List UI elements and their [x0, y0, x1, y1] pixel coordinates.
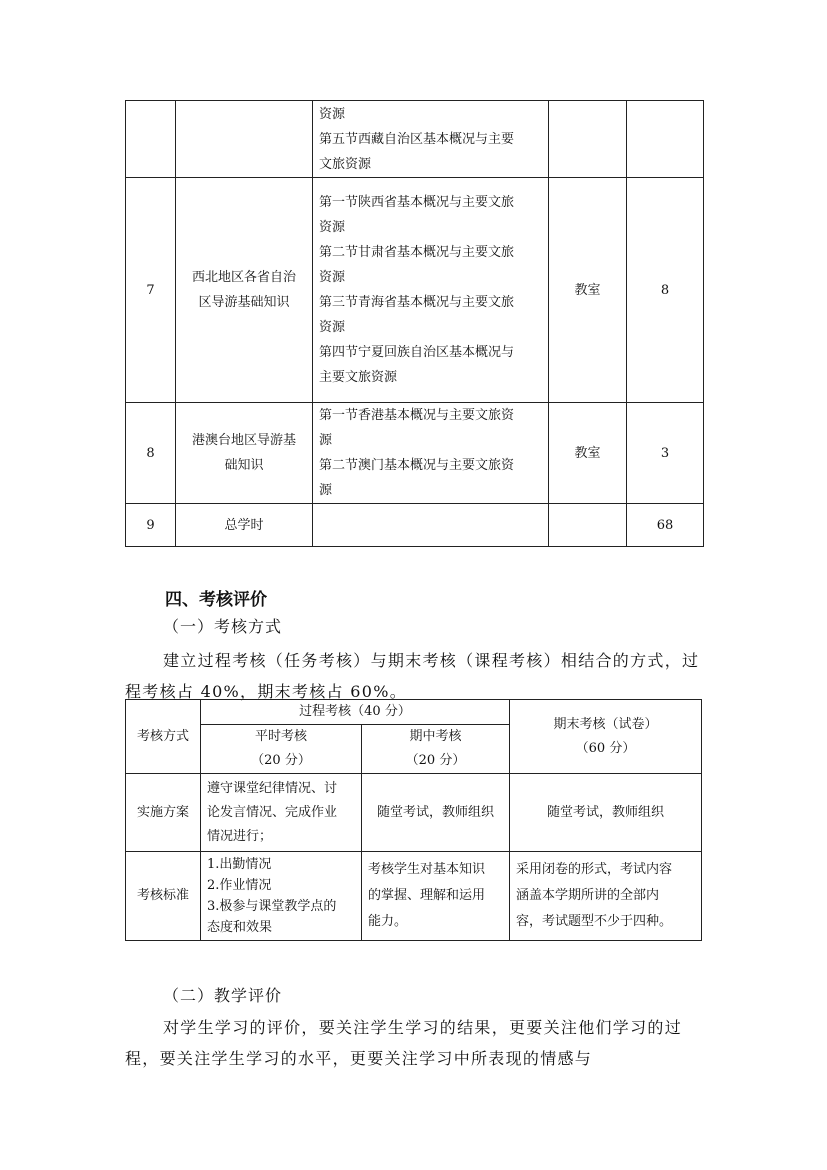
table-row — [126, 101, 704, 178]
row-label: 考核标准 — [126, 852, 201, 941]
table-row — [126, 178, 704, 403]
evaluation-paragraph: 对学生学习的评价，要关注学生学习的结果，更要关注他们学习的过程，要关注学生学习的水平，更要关注学习中所表现的情感与 — [125, 1018, 683, 1068]
cell-line: 遵守课堂纪律情况、讨 — [207, 780, 338, 796]
place-cell — [549, 504, 627, 547]
content-line: 第二节甘肃省基本概况与主要文旅 — [319, 245, 515, 260]
cell-line: 能力。 — [368, 914, 408, 929]
table-header-row — [126, 700, 702, 725]
cell-line: 采用闭卷的形式，考试内容 — [516, 862, 673, 877]
cell-line: 态度和效果 — [207, 920, 273, 935]
content-line: 资源 — [319, 220, 346, 235]
row-number-cell — [126, 101, 176, 178]
cell-line: 涵盖本学期所讲的全部内 — [516, 888, 660, 903]
table-row — [126, 504, 704, 547]
cell-line: 的掌握、理解和运用 — [368, 888, 486, 903]
content-line: 第四节宁夏回族自治区基本概况与 — [319, 345, 515, 360]
content-line: 源 — [319, 483, 333, 498]
cell-line: 考核学生对基本知识 — [368, 862, 486, 877]
course-schedule-table — [125, 100, 704, 547]
final-cell — [510, 852, 702, 941]
module-title-cell — [176, 403, 313, 504]
row-number-cell: 7 — [126, 178, 176, 403]
total-hours-value: 68 — [627, 504, 704, 547]
method-header: 考核方式 — [126, 700, 201, 774]
hours-cell: 8 — [627, 178, 704, 403]
row-label: 实施方案 — [126, 774, 201, 852]
cell-line: 1.出勤情况 — [207, 857, 272, 872]
content-line: 第一节陕西省基本概况与主要文旅 — [319, 195, 515, 210]
module-title-line: 西北地区各省自治 — [191, 270, 296, 285]
module-title-line: 港澳台地区导游基 — [191, 433, 296, 448]
module-title-cell — [176, 101, 313, 178]
place-cell: 教室 — [549, 403, 627, 504]
cell-line: 3.极参与课堂教学点的 — [207, 899, 337, 914]
cell-line: 论发言情况、完成作业 — [207, 804, 338, 820]
midterm-cell — [362, 852, 510, 941]
usual-cell — [201, 774, 362, 852]
usual-header — [201, 725, 362, 774]
cell-line: 2.作业情况 — [207, 878, 272, 893]
content-line: 资源 — [319, 270, 346, 285]
usual-cell — [201, 852, 362, 941]
place-cell: 教室 — [549, 178, 627, 403]
subsection-heading: （一）考核方式 — [163, 617, 283, 636]
table-row — [126, 774, 702, 852]
module-title-line: 础知识 — [224, 458, 264, 473]
hours-cell: 3 — [627, 403, 704, 504]
content-line: 文旅资源 — [319, 156, 372, 172]
row-number-cell: 9 — [126, 504, 176, 547]
module-title-cell — [176, 178, 313, 403]
content-line: 第一节香港基本概况与主要文旅资 — [319, 408, 515, 423]
assessment-table — [125, 699, 702, 941]
content-line: 源 — [319, 433, 333, 448]
content-cell — [313, 178, 549, 403]
total-hours-label: 总学时 — [176, 504, 313, 547]
content-line: 资源 — [319, 106, 346, 122]
content-line: 第二节澳门基本概况与主要文旅资 — [319, 458, 515, 473]
final-header-line: 期末考核（试卷） — [553, 716, 658, 732]
content-line: 第五节西藏自治区基本概况与主要 — [319, 131, 515, 147]
content-line: 第三节青海省基本概况与主要文旅 — [319, 295, 515, 310]
content-cell — [313, 504, 549, 547]
final-header-line: （60 分） — [575, 740, 636, 756]
subsection-heading: （二）教学评价 — [163, 986, 283, 1005]
usual-header-line: 平时考核 — [254, 729, 307, 744]
hours-cell — [627, 101, 704, 178]
final-header — [510, 700, 702, 774]
table-row — [126, 403, 704, 504]
place-cell — [549, 101, 627, 178]
module-title-line: 区导游基础知识 — [198, 295, 290, 310]
midterm-header — [362, 725, 510, 774]
assessment-paragraph: 建立过程考核（任务考核）与期末考核（课程考核）相结合的方式，过程考核占 40%，期末考核占 60%。 — [125, 651, 700, 701]
midterm-cell: 随堂考试，教师组织 — [362, 774, 510, 852]
final-cell: 随堂考试，教师组织 — [510, 774, 702, 852]
table-row — [126, 852, 702, 941]
content-cell — [313, 101, 549, 178]
section-heading: 四、考核评价 — [165, 590, 267, 610]
cell-line: 容，考试题型不少于四种。 — [516, 914, 673, 929]
cell-line: 情况进行； — [207, 828, 273, 844]
usual-header-line: （20 分） — [251, 753, 311, 768]
content-line: 主要文旅资源 — [319, 370, 398, 385]
process-header: 过程考核（40 分） — [201, 700, 510, 725]
midterm-header-line: （20 分） — [405, 753, 466, 768]
content-line: 资源 — [319, 320, 346, 335]
row-number-cell: 8 — [126, 403, 176, 504]
midterm-header-line: 期中考核 — [409, 729, 462, 744]
content-cell — [313, 403, 549, 504]
